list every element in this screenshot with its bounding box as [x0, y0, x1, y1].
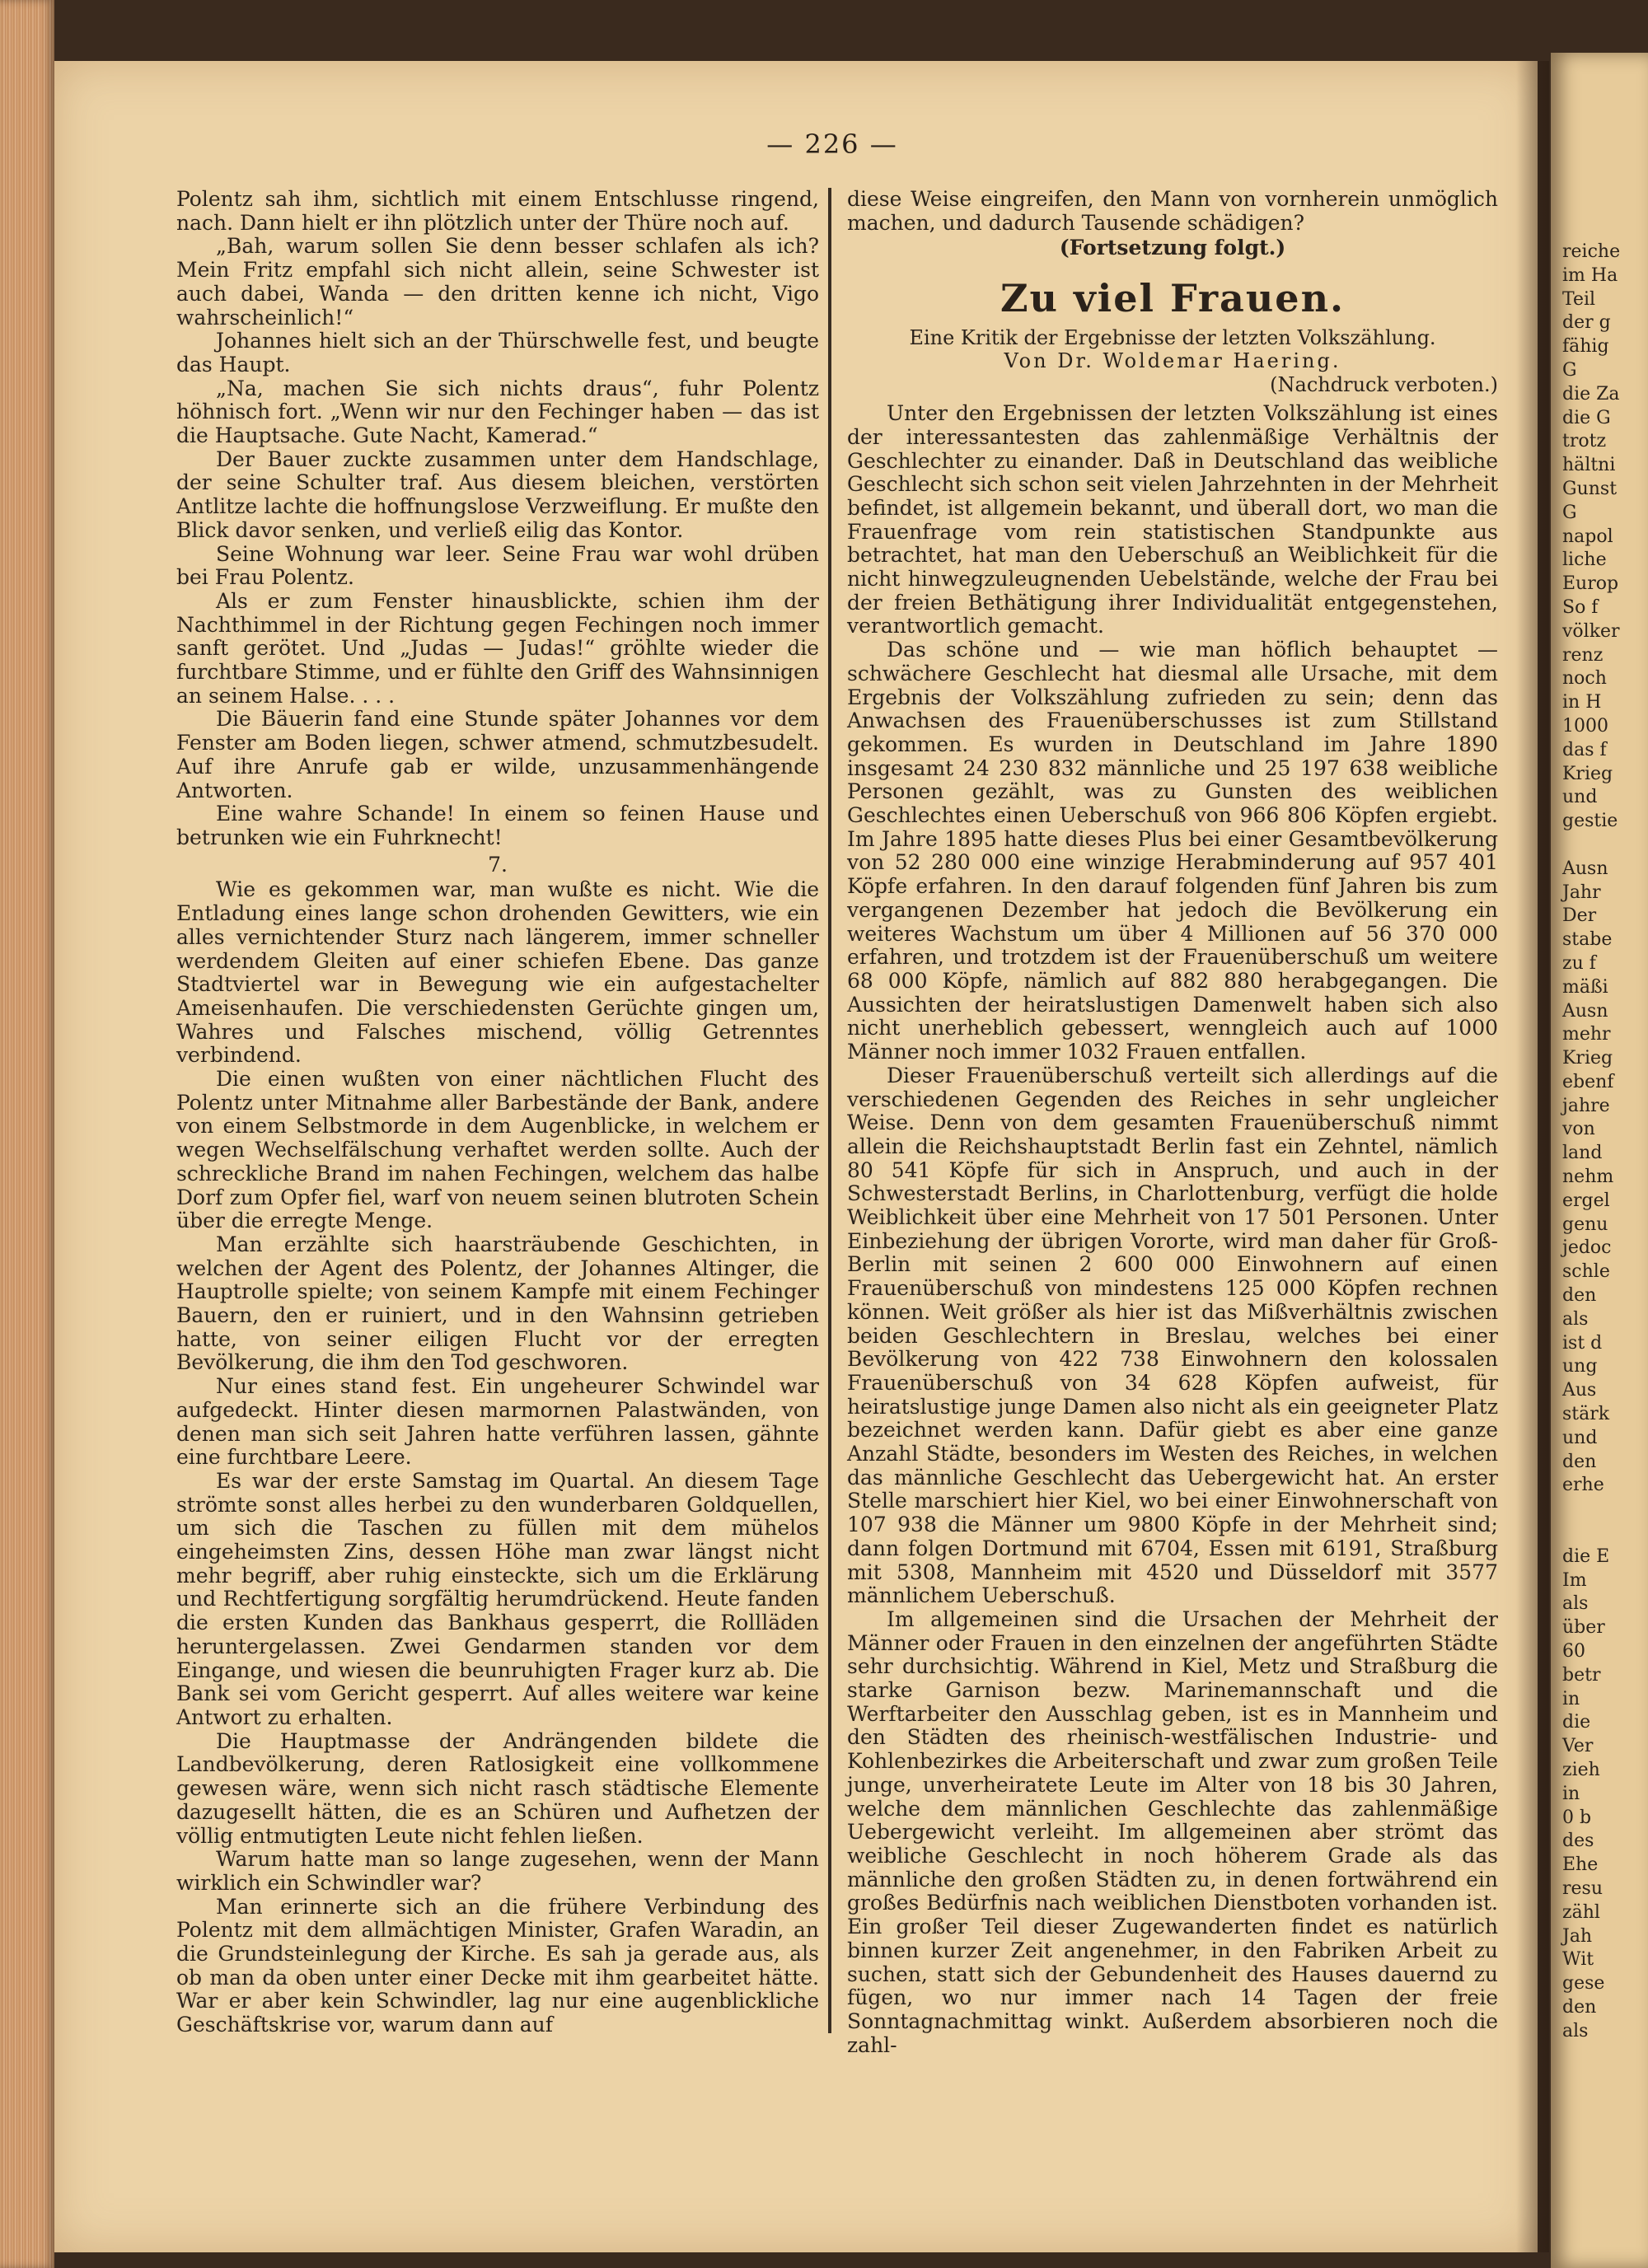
adjacent-page-line: als — [1562, 1593, 1589, 1615]
adjacent-page-line: Der — [1562, 905, 1597, 927]
adjacent-page-line: der g — [1562, 312, 1611, 334]
adjacent-page-line: von — [1562, 1119, 1595, 1140]
article-paragraph: Das schöne und — wie man höflich behauptet — schwächere Geschlecht hat diesmal alle Ursache, mit dem Ergebnis der Volkszählung zufrieden zu sein; denn das Anwachsen des Frauenüberschusses ist zum Stillstand gekommen. Es wurden in Deutschland im Jahre 1890 insgesamt 24 230 832 männliche und 25 197 638 weibliche Personen gezählt, was zu Gunsten des weiblichen Geschlechtes einen Ueberschuß von 966 806 Köpfen ergiebt. Im Jahre 1895 hatte dieses Plus bei einer Gesamtbevölkerung von 52 280 000 eine winzige Herabminderung auf 957 401 Köpfe erfahren. In den darauf folgenden fünf Jahren bis zum vergangenen Dezember hat jedoch die Bevölkerung ein weiteres Wachstum um über 4 Millionen auf 56 370 000 erfahren, und trotzdem ist der Frauenüberschuß um weitere 68 000 Köpfe, nämlich auf 882 880 herabgegangen. Die Aussichten der heiratslustigen Damenwelt haben sich also nicht unerheblich gebessert, wenngleich auch auf 1000 Männer noch immer 1032 Frauen entfallen. — [847, 638, 1498, 1064]
adjacent-page-line: als — [1562, 2020, 1589, 2041]
to-be-continued-note: (Fortsetzung folgt.) — [1059, 236, 1286, 260]
gutter-shadow — [1516, 61, 1549, 2252]
story-paragraph: Man erzählte sich haarsträubende Geschichten, in welchen der Agent des Polentz, der Johannes Altinger, die Hauptrolle spielte; von seinem Kampfe mit einem Fechinger Bauern, den er ruiniert, und in den Wahnsinn getrieben hatte, von seiner eiligen Flucht vor der erregten Bevölkerung, die ihm den Tod geschworen. — [176, 1232, 819, 1375]
adjacent-page-line: Jahr — [1562, 881, 1601, 903]
story-paragraph: Der Bauer zuckte zusammen unter dem Handschlage, der seine Schulter traf. Aus diesem bleichen, verstörten Antlitze lachte die hoffnungslose Verzweiflung. Er mußte den Blick davor senken, und verließ eilig das Kontor. — [176, 447, 819, 542]
adjacent-page-line: ung — [1562, 1356, 1598, 1377]
adjacent-page-line — [1551, 834, 1620, 858]
article-title: Zu viel Frauen. — [1000, 276, 1346, 321]
adjacent-page-line: Aus — [1562, 1380, 1597, 1401]
story-paragraph: Die einen wußten von einer nächtlichen Flucht des Polentz unter Mitnahme aller Barbestände der Bank, andere von einem Selbstmorde in dem Augenblicke, in welchem er wegen Wechselfälschung verhaftet werden sollte. Auch der schreckliche Brand im nahen Fechingen, welchem das halbe Dorf zum Opfer fiel, warf von neuem seinen blutroten Schein über die erregte Menge. — [176, 1067, 819, 1233]
adjacent-page-line: Ver — [1562, 1736, 1594, 1757]
adjacent-page-line: Ehe — [1562, 1854, 1599, 1876]
adjacent-page-line: fähig — [1562, 336, 1609, 358]
adjacent-page-line: gese — [1562, 1973, 1605, 1994]
article-subtitle: Eine Kritik der Ergebnisse der letzten Volkszählung. — [909, 326, 1436, 350]
adjacent-page-line: reiche — [1562, 241, 1621, 262]
adjacent-page-line: gestie — [1562, 811, 1618, 832]
adjacent-page-line: und — [1562, 1427, 1598, 1448]
adjacent-page-line: jedoc — [1562, 1237, 1612, 1259]
adjacent-page-line: Europ — [1562, 573, 1619, 595]
adjacent-page-line: 1000 — [1562, 715, 1608, 737]
adjacent-page-line: Krieg — [1562, 1048, 1613, 1069]
adjacent-page-line: schle — [1562, 1261, 1610, 1283]
adjacent-page-line: ergel — [1562, 1190, 1610, 1211]
story-paragraph: Es war der erste Samstag im Quartal. An diesem Tage strömte sonst alles herbei zu den wunderbaren Goldquellen, um sich die Taschen zu füllen mit dem mühelos eingeheimsten Zins, dessen Höhe man zwar längst nicht mehr begriff, aber ruhig einsteckte, sich um die Erklärung und Rechtfertigung sorgfältig herumdrückend. Heute fanden die ersten Kunden das Bankhaus gesperrt, die Rollläden heruntergelassen. Zwei Gendarmen standen vor dem Eingange, und wiesen die beunruhigten Frager kurz ab. Die Bank sei vom Gericht gesperrt. Auf alles weitere war keine Antwort zu erhalten. — [176, 1468, 819, 1729]
adjacent-page-line — [1551, 1522, 1620, 1546]
adjacent-page-line: zu f — [1562, 952, 1596, 974]
story-paragraph: Eine wahre Schande! In einem so feinen Hause und betrunken wie ein Fuhrknecht! — [176, 802, 819, 849]
adjacent-page-line: napol — [1562, 526, 1613, 547]
adjacent-page-line: nehm — [1562, 1167, 1614, 1188]
adjacent-page-line: 0 b — [1562, 1807, 1592, 1828]
adjacent-page-line — [1551, 1498, 1620, 1522]
story-paragraph: Man erinnerte sich an die frühere Verbindung des Polentz mit dem allmächtigen Minister, Grafen Waradin, an die Grundsteinlegung der Kirche. Es sah ja gerade aus, als ob man da oben unter einer Decke mit ihm gearbeitet hätte. War er aber kein Schwindler, lag nur eine augenblickliche Geschäftskrise vor, warum dann auf — [176, 1894, 819, 2037]
story-paragraph: Als er zum Fenster hinausblickte, schien ihm der Nachthimmel in der Richtung gegen Fechingen noch immer sanft gerötet. Und „Judas — Judas!“ gröhlte wieder die furchtbare Stimme, und er fühlte den Griff des Wahnsinnigen an seinem Halse. . . . — [176, 588, 820, 708]
adjacent-page-line: So f — [1562, 596, 1599, 618]
adjacent-page-line: Im — [1562, 1569, 1587, 1591]
story-paragraph: Die Hauptmasse der Andrängenden bildete die Landbevölkerung, deren Ratlosigkeit eine vollkommene gewesen wäre, wenn sich nicht rasch städtische Elemente dazugesellt hätten, die es an Schüren und Aufhetzen der völlig entmutigten Leute nicht fehlen ließen. — [176, 1728, 819, 1848]
adjacent-page-line: noch — [1562, 668, 1607, 690]
page-number: — 226 — — [766, 129, 898, 160]
adjacent-page-line: den — [1562, 1451, 1597, 1472]
chapter-number: 7. — [488, 852, 508, 877]
adjacent-page-line: den — [1562, 1996, 1597, 2018]
adjacent-page-line: ist d — [1562, 1332, 1603, 1354]
story-paragraph: „Na, machen Sie sich nichts draus“, fuhr Polentz höhnisch fort. „Wenn wir nur den Fechinger haben — das ist die Hauptsache. Gute Nacht, Kamerad.“ — [176, 376, 819, 448]
adjacent-page-line: erhe — [1562, 1475, 1604, 1496]
story-paragraph: „Bah, warum sollen Sie denn besser schlafen als ich? Mein Fritz empfahl sich nicht allein, seine Schwester ist auch dabei, Wanda — den dritten kenne ich nicht, Vigo wahrscheinlich!“ — [176, 234, 819, 330]
story-paragraph: Polentz sah ihm, sichtlich mit einem Entschlusse ringend, nach. Dann hielt er ihn plötzlich unter der Thüre noch auf. — [176, 187, 819, 235]
right-column — [847, 188, 1498, 2057]
adjacent-page-line: Ausn — [1562, 1000, 1608, 1022]
adjacent-page-line: stärk — [1562, 1404, 1610, 1425]
adjacent-page-line: Ausn — [1562, 858, 1608, 879]
story-continuation: diese Weise eingreifen, den Mann von vornherein unmöglich machen, und dadurch Tausende schädigen? — [847, 187, 1498, 235]
adjacent-page-line: den — [1562, 1285, 1597, 1307]
adjacent-page-line: und — [1562, 787, 1598, 808]
adjacent-page-line: über — [1562, 1617, 1605, 1639]
adjacent-page-line: in — [1562, 1688, 1580, 1709]
adjacent-page-line: die G — [1562, 407, 1611, 428]
adjacent-page-line: zähl — [1562, 1901, 1600, 1923]
adjacent-page-line: stabe — [1562, 929, 1613, 951]
article-paragraph: Dieser Frauenüberschuß verteilt sich allerdings auf die verschiedenen Gegenden des Reiches in sehr ungleicher Weise. Denn von dem gesamten Frauenüberschuß nimmt allein die Reichshauptstadt Berlin fast ein Zehntel, nämlich 80 541 Köpfe für sich in Anspruch, und auch in der Schwesterstadt Berlins, in Charlottenburg, verfügt die holde Weiblichkeit über eine Mehrheit von 17 501 Personen. Unter Einbeziehung der übrigen Vororte, wird man daher für Groß-Berlin mit seinen 2 600 000 Einwohnern auf einen Frauenüberschuß von mindestens 125 000 Köpfen rechnen können. Weit größer als hier ist das Mißverhältnis zwischen beiden Geschlechtern in Breslau, welches bei einer Bevölkerung von 422 738 Einwohnern den kolossalen Frauenüberschuß von 34 628 Köpfen aufweist, für heiratslustige junge Damen also nicht als ein geeigneter Platz bezeichnet werden kann. Dafür giebt es aber eine ganze Anzahl Städte, besonders im Westen des Reiches, in welchen das männliche Geschlecht das Uebergewicht hat. An erster Stelle marschiert hier Kiel, wo bei einer Einwohnerschaft von 107 938 die Männer um 9800 Köpfe in der Mehrheit sind; dann folgen Dortmund mit 6704, Essen mit 6191, Straßburg mit 5308, Mannheim mit 4520 und Düsseldorf mit 3577 männlichem Ueberschuß. — [847, 1063, 1498, 1608]
article-paragraph: Unter den Ergebnissen der letzten Volkszählung ist eines der interessantesten das zahlenmäßige Verhältnis der Geschlechter zu einander. Daß in Deutschland das weibliche Geschlecht sich schon seit vielen Jahrzehnten in der Mehrheit befindet, ist allgemein bekannt, und überall dort, wo man die Frauenfrage vom rein statistischen Standpunkte aus betrachtet, hat man den Ueberschuß an Weiblichkeit für die nicht hinwegzuleugnenden Uebelstände, welche der Frau bei der freien Bethätigung ihrer Individualität entgegenstehen, verantwortlich gemacht. — [847, 401, 1498, 638]
adjacent-page-line: die — [1562, 1712, 1591, 1733]
adjacent-page-line: Gunst — [1562, 478, 1618, 499]
adjacent-page-line: Jah — [1562, 1925, 1593, 1947]
adjacent-page-line: land — [1562, 1143, 1603, 1164]
story-paragraph: Johannes hielt sich an der Thürschwelle fest, und beugte das Haupt. — [176, 329, 819, 376]
adjacent-page-text — [1551, 241, 1620, 2044]
adjacent-page-fragment — [1551, 53, 1648, 2268]
left-column-story — [176, 188, 819, 2037]
adjacent-page-line: 60 — [1562, 1641, 1585, 1662]
book-page-edges — [0, 0, 54, 2268]
adjacent-page-line: mäßi — [1562, 976, 1608, 998]
adjacent-page-line: Krieg — [1562, 763, 1613, 784]
adjacent-page-line: in — [1562, 1783, 1580, 1804]
story-paragraph: Wie es gekommen war, man wußte es nicht. Wie die Entladung eines lange schon drohenden Gewitters, wie ein alles vernichtender Sturz nach längerem, immer schneller werdendem Gleiten auf einer schiefen Ebene. Das ganze Stadtviertel war in Bewegung wie ein aufgestachelter Ameisenhaufen. Die verschiedensten Gerüchte gingen um, Wahres und Falsches mischend, völlig Getrenntes verbindend. — [176, 877, 819, 1068]
adjacent-page-line: renz — [1562, 644, 1604, 666]
adjacent-page-line: G — [1562, 502, 1577, 523]
adjacent-page-line: im Ha — [1562, 264, 1618, 286]
adjacent-page-line: genu — [1562, 1213, 1608, 1235]
adjacent-page-line: resu — [1562, 1878, 1603, 1899]
adjacent-page-line: mehr — [1562, 1024, 1611, 1045]
adjacent-page-line: Teil — [1562, 288, 1596, 310]
adjacent-page-line: des — [1562, 1831, 1594, 1852]
story-paragraph: Nur eines stand fest. Ein ungeheurer Schwindel war aufgedeckt. Hinter diesen marmornen Palastwänden, von denen man sich seit Jahren hatte verführen lassen, gähnte eine furchtbare Leere. — [176, 1374, 819, 1470]
article-paragraph: Im allgemeinen sind die Ursachen der Mehrheit der Männer oder Frauen in den einzelnen der angeführten Städte sehr durchsichtig. Während in Kiel, Metz und Straßburg die starke Garnison bezw. Marinemannschaft und die Werftarbeiter den Ausschlag geben, ist es in Mannheim und den Städten des rheinisch-westfälischen Industrie- und Kohlenbezirkes die Arbeiterschaft und zwar zum großen Teile junge, unverheiratete Leute im Alter von 18 bis 30 Jahren, welche dem männlichen Geschlechte das zahlenmäßige Uebergewicht verleiht. Im allgemeinen aber strömt das weibliche Geschlecht in noch höherem Grade als das männliche den großen Städten zu, in denen fortwährend ein großes Bedürfnis nach weiblichen Dienstboten vorhanden ist. Ein großer Teil dieser Zugewanderten findet es natürlich binnen kurzer Zeit angenehmer, in den Fabriken Arbeit zu suchen, statt sich der Gebundenheit des Hauses dauernd zu fügen, wo nur immer nach 14 Tagen der freie Sonntagnachmittag winkt. Außerdem absorbieren noch die zahl- — [847, 1606, 1498, 2057]
article-author: Von Dr. Woldemar Haering. — [1004, 349, 1341, 373]
adjacent-page-line: ebenf — [1562, 1071, 1614, 1092]
story-paragraph: Warum hatte man so lange zugesehen, wenn der Mann wirklich ein Schwindler war? — [176, 1847, 819, 1895]
adjacent-page-line: betr — [1562, 1664, 1601, 1686]
adjacent-page-line: hältni — [1562, 455, 1616, 476]
column-divider — [828, 188, 831, 2033]
adjacent-page-line: G — [1562, 359, 1577, 381]
adjacent-page-line: trotz — [1562, 431, 1607, 452]
adjacent-page-line: Wit — [1562, 1949, 1594, 1971]
reprint-note: (Nachdruck verboten.) — [1270, 373, 1498, 397]
adjacent-page-line: die E — [1562, 1546, 1610, 1567]
adjacent-page-line: zieh — [1562, 1760, 1600, 1780]
adjacent-page-line: das f — [1562, 739, 1607, 760]
adjacent-page-line: völker — [1562, 620, 1620, 642]
adjacent-page-line: die Za — [1562, 383, 1620, 404]
adjacent-page-line: liche — [1562, 549, 1607, 571]
adjacent-page-line: in H — [1562, 692, 1602, 713]
adjacent-page-line: jahre — [1562, 1095, 1610, 1116]
adjacent-page-line: als — [1562, 1308, 1589, 1330]
story-paragraph: Seine Wohnung war leer. Seine Frau war wohl drüben bei Frau Polentz. — [176, 541, 819, 590]
story-paragraph: Die Bäuerin fand eine Stunde später Johannes vor dem Fenster am Boden liegen, schwer atmend, schmutzbesudelt. Auf ihre Anrufe gab er wilde, unzusammenhängende Antworten. — [176, 707, 819, 802]
